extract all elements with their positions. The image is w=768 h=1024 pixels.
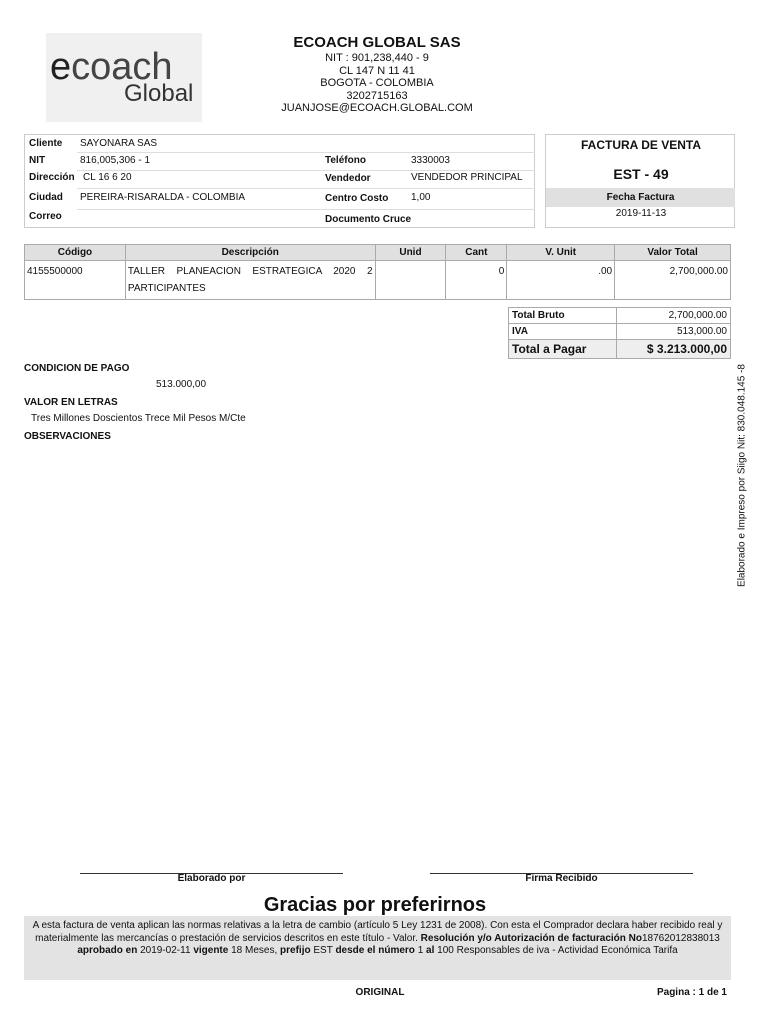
documento-cruce-label: Documento Cruce (325, 214, 412, 225)
telefono-label: Teléfono (325, 155, 366, 166)
company-phone: 3202715163 (346, 89, 408, 102)
item-cant: 0 (446, 261, 507, 300)
company-email: JUANJOSE@ECOACH.GLOBAL.COM (281, 102, 473, 114)
total-pagar-label: Total a Pagar (509, 340, 617, 359)
company-nit: NIT : 901,238,440 - 9 (325, 52, 429, 64)
col-codigo: Código (25, 245, 126, 261)
nit-label: NIT (29, 155, 46, 166)
direccion-label: Dirección (29, 172, 75, 183)
valor-letras-value: Tres Millones Doscientos Trece Mil Pesos M/Cte (31, 413, 246, 424)
invoice-number: EST - 49 (613, 166, 669, 182)
nit-value: 816,005,306 - 1 (80, 155, 151, 166)
thanks-message: Gracias por preferirnos (263, 894, 487, 916)
invoice-date: 2019-11-13 (615, 208, 667, 219)
company-header (230, 34, 524, 115)
item-codigo: 4155500000 (25, 261, 126, 300)
vendedor-value: VENDEDOR PRINCIPAL (411, 172, 523, 183)
elaborado-label: Elaborado por (177, 873, 246, 884)
table-row (25, 261, 731, 300)
client-info (24, 134, 535, 228)
items-header-row (25, 245, 731, 261)
centro-costo-label: Centro Costo (325, 193, 389, 204)
ciudad-label: Ciudad (29, 192, 63, 203)
company-logo (46, 33, 202, 122)
item-total: 2,700,000.00 (615, 261, 731, 300)
condicion-pago-value: 513.000,00 (156, 379, 207, 390)
invoice-title: FACTURA DE VENTA (581, 138, 701, 152)
company-address: CL 147 N 11 41 (339, 64, 415, 77)
correo-label: Correo (29, 211, 62, 222)
iva-value: 513,000.00 (617, 324, 731, 340)
original-label: ORIGINAL (355, 987, 405, 998)
company-city: BOGOTA - COLOMBIA (320, 77, 434, 89)
observaciones-label: OBSERVACIONES (24, 431, 111, 442)
col-unid: Unid (375, 245, 446, 261)
total-pagar-row (509, 340, 731, 359)
direccion-value: CL 16 6 20 (83, 172, 132, 183)
ciudad-value: PEREIRA-RISARALDA - COLOMBIA (80, 192, 246, 203)
total-bruto-value: 2,700,000.00 (617, 308, 731, 324)
company-name: ECOACH GLOBAL SAS (293, 34, 461, 51)
col-total: Valor Total (615, 245, 731, 261)
totals-table (508, 307, 731, 359)
col-descripcion: Descripción (125, 245, 375, 261)
condicion-pago-label: CONDICION DE PAGO (24, 363, 130, 374)
telefono-value: 3330003 (411, 155, 450, 166)
iva-row (509, 324, 731, 340)
logo-subtitle: Global (124, 80, 194, 107)
total-bruto-label: Total Bruto (509, 308, 617, 324)
total-bruto-row (509, 308, 731, 324)
item-vunit: .00 (507, 261, 615, 300)
firma-label: Firma Recibido (525, 873, 598, 884)
items-table (24, 244, 731, 300)
cliente-value: SAYONARA SAS (80, 138, 158, 149)
cliente-label: Cliente (29, 138, 63, 149)
col-vunit: V. Unit (507, 245, 615, 261)
invoice-box (545, 134, 735, 228)
item-descripcion: TALLER PLANEACION ESTRATEGICA 2020 2 PARTICIPANTES (125, 261, 375, 300)
total-pagar-value: $ 3.213.000,00 (617, 340, 731, 359)
legal-notice: A esta factura de venta aplican las normas relativas a la letra de cambio (artículo 5 Ley 1231 de 2008). Con esta el Comprador declara haber recibido real y materialmente las mercancías o prestación de servicios descritos en este título - Valor. Resolución y/o Autorización de facturación No18762012838013 aprobado en 2019-02-11 vigente 18 Meses, prefijo EST desde el número 1 al 100 Responsables de iva - Actividad Económica Tarifa (24, 916, 731, 980)
printed-by-vertical-text: Elaborado e Impreso por Siigo Nit: 830.048.145 -8 (736, 364, 748, 587)
col-cant: Cant (446, 245, 507, 261)
iva-label: IVA (509, 324, 617, 340)
invoice-date-label: Fecha Factura (546, 188, 735, 207)
vendedor-label: Vendedor (325, 173, 371, 184)
centro-costo-value: 1,00 (411, 192, 431, 203)
logo-wordmark: ecoach (50, 46, 173, 88)
valor-letras-label: VALOR EN LETRAS (24, 397, 118, 408)
page-number: Pagina : 1 de 1 (656, 987, 727, 998)
item-unid (375, 261, 446, 300)
